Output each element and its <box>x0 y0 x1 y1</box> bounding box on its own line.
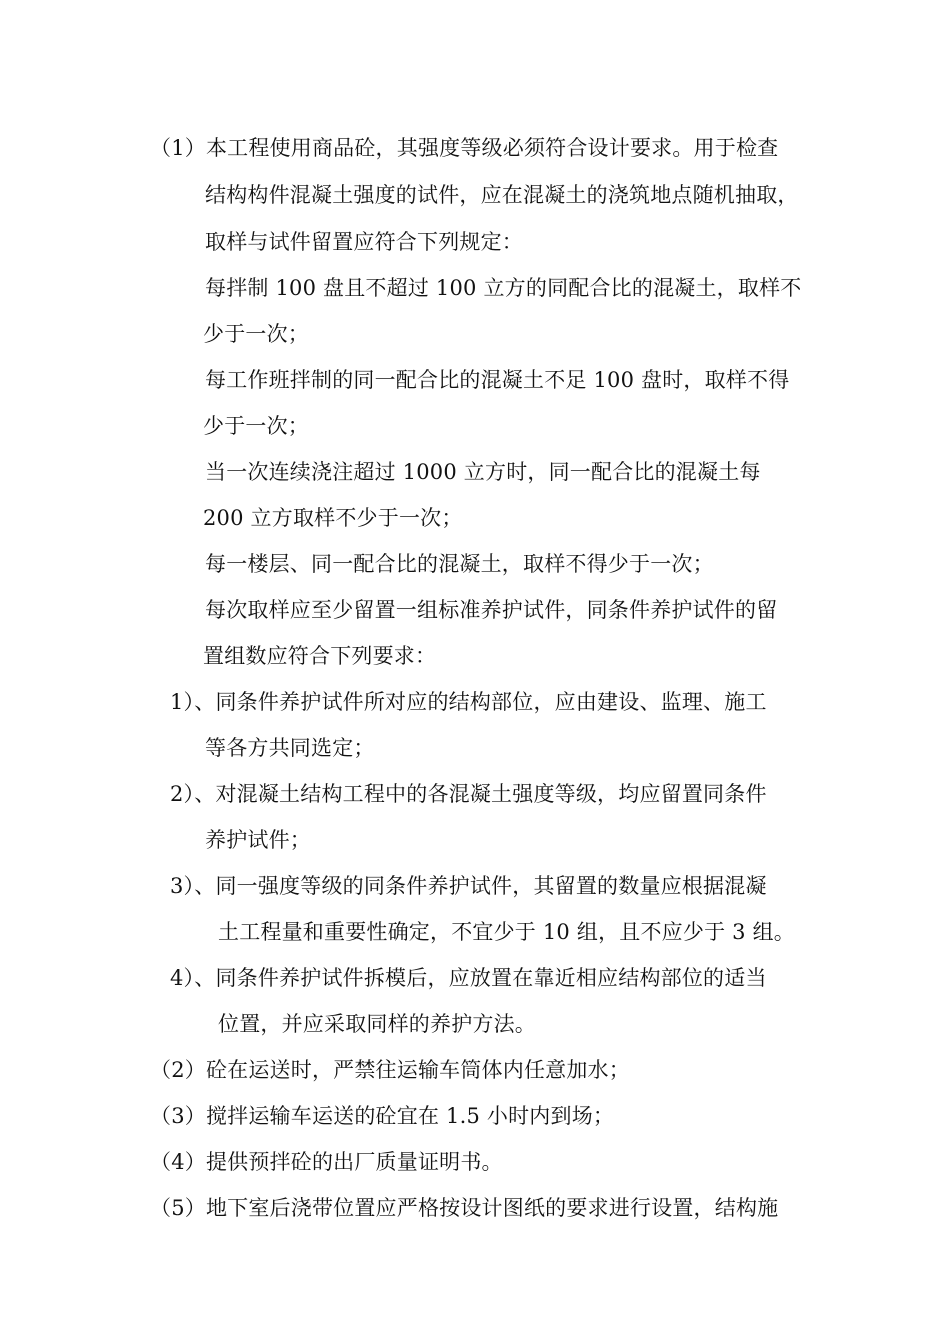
text-line: 少于一次； <box>203 414 309 438</box>
text-line: 每次取样应至少留置一组标准养护试件，同条件养护试件的留 <box>205 598 778 622</box>
text-line: 4）、同条件养护试件拆模后，应放置在靠近相应结构部位的适当 <box>170 966 767 990</box>
text-line: 结构构件混凝土强度的试件，应在混凝土的浇筑地点随机抽取， <box>205 183 799 207</box>
text-line: （5）地下室后浇带位置应严格按设计图纸的要求进行设置，结构施 <box>150 1196 779 1220</box>
text-line: 取样与试件留置应符合下列规定： <box>205 230 523 254</box>
text-line: 1）、同条件养护试件所对应的结构部位，应由建设、监理、施工 <box>170 690 767 714</box>
text-line: （1）本工程使用商品砼，其强度等级必须符合设计要求。用于检查 <box>150 136 779 160</box>
text-line: （3）搅拌运输车运送的砼宜在 1.5 小时内到场； <box>150 1104 615 1128</box>
text-line: 土工程量和重要性确定，不宜少于 10 组，且不应少于 3 组。 <box>218 920 795 944</box>
text-line: 少于一次； <box>203 322 309 346</box>
text-line: 等各方共同选定； <box>205 736 375 760</box>
text-line: 每拌制 100 盘且不超过 100 立方的同配合比的混凝土，取样不 <box>205 276 802 300</box>
text-line: 200 立方取样不少于一次； <box>203 506 463 530</box>
text-line: （2）砼在运送时，严禁往运输车筒体内任意加水； <box>150 1058 630 1082</box>
text-line: 置组数应符合下列要求： <box>203 644 437 668</box>
text-line: 养护试件； <box>205 828 311 852</box>
text-line: 2）、对混凝土结构工程中的各混凝土强度等级，均应留置同条件 <box>170 782 767 806</box>
text-line: （4）提供预拌砼的出厂质量证明书。 <box>150 1150 503 1174</box>
text-line: 3）、同一强度等级的同条件养护试件，其留置的数量应根据混凝 <box>170 874 767 898</box>
text-line: 当一次连续浇注超过 1000 立方时，同一配合比的混凝土每 <box>205 460 761 484</box>
text-line: 每一楼层、同一配合比的混凝土，取样不得少于一次； <box>205 552 714 576</box>
text-line: 位置，并应采取同样的养护方法。 <box>218 1012 536 1036</box>
text-line: 每工作班拌制的同一配合比的混凝土不足 100 盘时，取样不得 <box>205 368 790 392</box>
